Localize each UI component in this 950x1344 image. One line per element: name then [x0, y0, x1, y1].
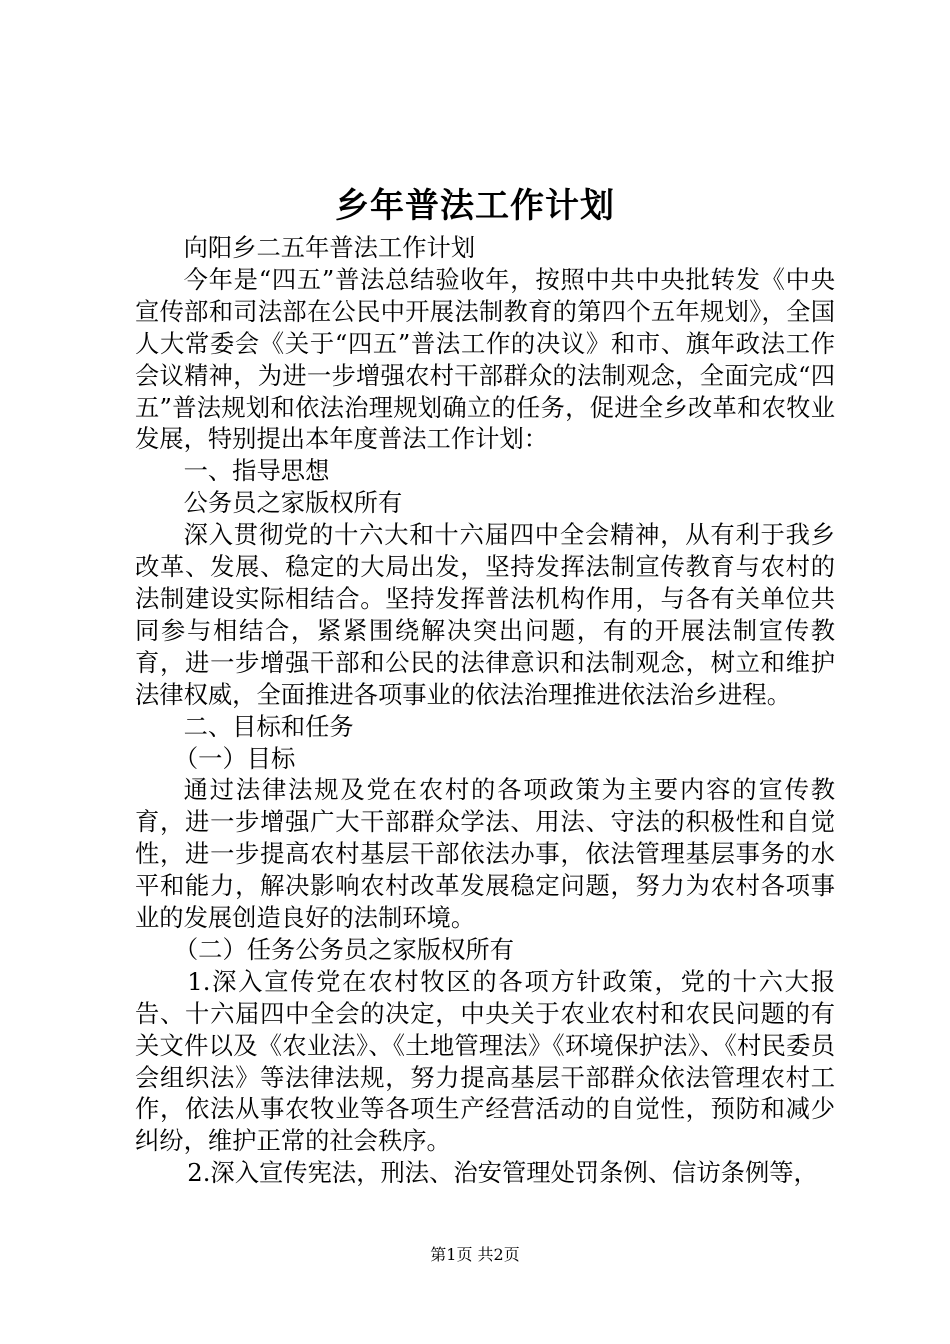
task-item-1: 1.深入宣传党在农村牧区的各项方针政策，党的十六大报告、十六届四中全会的决定，中央关于农业农村和农民问题的有关文件以及《农业法》、《土地管理法》《环境保护法》、《村民委员会组织法》等法律法规，努力提高基层干部群众依法管理农村工作，依法从事农牧业等各项生产经营活动的自觉性，预防和减少纠纷，维护正常的社会秩序。 — [135, 966, 835, 1156]
copyright-line: 公务员之家版权所有 — [183, 488, 403, 518]
intro-paragraph: 今年是“四五”普法总结验收年，按照中共中央批转发《中央宣传部和司法部在公民中开展法制教育的第四个五年规划》，全国人大常委会《关于“四五”普法工作的决议》和市、旗年政法工作会议精神，为进一步增强农村干部群众的法制观念，全面完成“四五”普法规划和依法治理规划确立的任务，促进全乡改革和农牧业发展，特别提出本年度普法工作计划： — [135, 264, 835, 454]
guiding-thought-paragraph: 深入贯彻党的十六大和十六届四中全会精神，从有利于我乡改革、发展、稳定的大局出发，坚持发挥法制宣传教育与农村的法制建设实际相结合。坚持发挥普法机构作用，与各有关单位共同参与相结合，紧紧围绕解决突出问题，有的开展法制宣传教育，进一步增强干部和公民的法律意识和法制观念，树立和维护法律权威，全面推进各项事业的依法治理推进依法治乡进程。 — [135, 520, 835, 709]
task-item-2: 2.深入宣传宪法，刑法、治安管理处罚条例、信访条例等， — [187, 1158, 818, 1188]
subheading-tasks: （二）任务公务员之家版权所有 — [173, 934, 515, 964]
document-title: 乡年普法工作计划 — [335, 186, 615, 226]
goals-paragraph: 通过法律法规及党在农村的各项政策为主要内容的宣传教育，进一步增强广大干部群众学法、用法、守法的积极性和自觉性，进一步提高农村基层干部依法办事，依法管理基层事务的水平和能力，解决影响农村改革发展稳定问题，努力为农村各项事业的发展创造良好的法制环境。 — [135, 775, 835, 933]
section-heading-guiding-thought: 一、指导思想 — [183, 456, 330, 486]
section-heading-goals-tasks: 二、目标和任务 — [183, 711, 354, 741]
subheading-goals: （一）目标 — [173, 743, 296, 773]
page-footer: 第1页 共2页 — [430, 1245, 520, 1264]
document-body — [135, 232, 835, 1189]
subtitle-paragraph: 向阳乡二五年普法工作计划 — [183, 233, 476, 262]
